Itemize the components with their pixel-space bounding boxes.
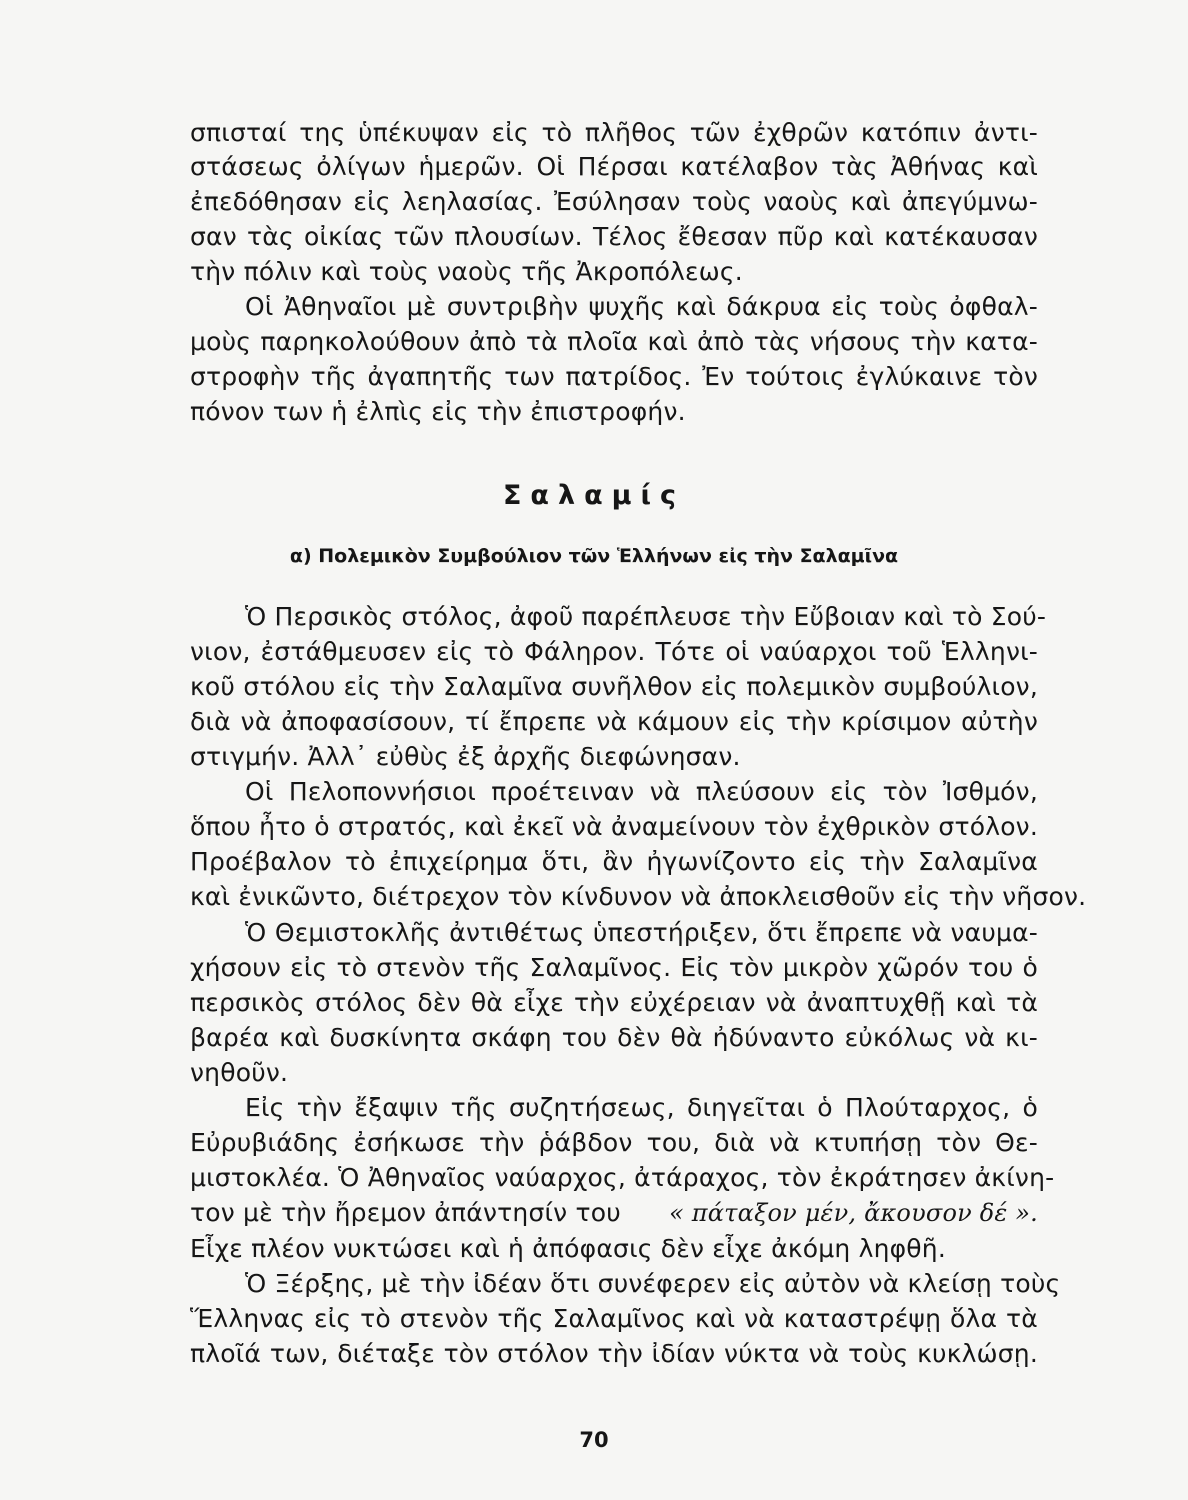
- text-line: Ὁ Ξέρξης, μὲ τὴν ἰδέαν ὅτι συνέφερεν εἰς αὐτὸν νὰ κλείσῃ τοὺς: [245, 1269, 1061, 1298]
- text-line: χήσουν εἰς τὸ στενὸν τῆς Σαλαμῖνος. Εἰς τὸν μικρὸν χῶρόν του ὁ: [190, 953, 1038, 982]
- text-line-with-quote: [190, 1196, 1038, 1230]
- text-line: Εἰς τὴν ἔξαψιν τῆς συζητήσεως, διηγεῖται ὁ Πλούταρχος, ὁ: [245, 1093, 1038, 1122]
- text-line: σαν τὰς οἰκίας τῶν πλουσίων. Τέλος ἔθεσαν πῦρ καὶ κατέκαυσαν: [190, 222, 1038, 251]
- text-line: διὰ νὰ ἀποφασίσουν, τί ἔπρεπε νὰ κάμουν εἰς τὴν κρίσιμον αὐτὴν: [190, 707, 1038, 736]
- text-line: Οἱ Ἀθηναῖοι μὲ συντριβὴν ψυχῆς καὶ δάκρυα εἰς τοὺς ὀφθαλ-: [245, 292, 1038, 321]
- text-line: νηθοῦν.: [190, 1058, 289, 1087]
- section-title: Σαλαμίς: [502, 480, 686, 511]
- text-line: περσικὸς στόλος δὲν θὰ εἶχε τὴν εὐχέρειαν νὰ ἀναπτυχθῇ καὶ τὰ: [190, 988, 1038, 1017]
- text-line: Εὐρυβιάδης ἐσήκωσε τὴν ῥάβδον του, διὰ νὰ κτυπήσῃ τὸν Θε-: [190, 1128, 1038, 1157]
- text-line: μοὺς παρηκολούθουν ἀπὸ τὰ πλοῖα καὶ ἀπὸ τὰς νήσους τὴν κατα-: [190, 327, 1038, 356]
- text-line: στροφὴν τῆς ἀγαπητῆς των πατρίδος. Ἐν τούτοις ἐγλύκαινε τὸν: [190, 362, 1038, 391]
- text-line: Ὁ Περσικὸς στόλος, ἀφοῦ παρέπλευσε τὴν Εὔβοιαν καὶ τὸ Σού-: [245, 602, 1047, 631]
- text-line: τὴν πόλιν καὶ τοὺς ναοὺς τῆς Ἀκροπόλεως.: [190, 257, 743, 286]
- text-line: ἐπεδόθησαν εἰς λεηλασίας. Ἐσύλησαν τοὺς ναοὺς καὶ ἀπεγύμνω-: [190, 187, 1038, 216]
- text-line: σπισταί της ὑπέκυψαν εἰς τὸ πλῆθος τῶν ἐχθρῶν κατόπιν ἀντι-: [190, 118, 1038, 147]
- text-line: μιστοκλέα. Ὁ Ἀθηναῖος ναύαρχος, ἀτάραχος, τὸν ἐκράτησεν ἀκίνη-: [190, 1163, 1055, 1192]
- text-line: κοῦ στόλου εἰς τὴν Σαλαμῖνα συνῆλθον εἰς πολεμικὸν συμβούλιον,: [190, 672, 1038, 701]
- text-line: πλοῖά των, διέταξε τὸν στόλον τὴν ἰδίαν νύκτα νὰ τοὺς κυκλώσῃ.: [190, 1339, 1038, 1368]
- quote: « πάταξον μέν, ἄκουσον δέ ».: [669, 1199, 1038, 1227]
- text-line: Εἶχε πλέον νυκτώσει καὶ ἡ ἀπόφασις δὲν εἶχε ἀκόμη ληφθῆ.: [190, 1234, 946, 1263]
- text-line: πόνον των ἡ ἐλπὶς εἰς τὴν ἐπιστροφήν.: [190, 397, 686, 426]
- text-line: στιγμήν. Ἀλλ᾽ εὐθὺς ἐξ ἀρχῆς διεφώνησαν.: [190, 742, 741, 771]
- text-line: Προέβαλον τὸ ἐπιχείρημα ὅτι, ἂν ἠγωνίζοντο εἰς τὴν Σαλαμῖνα: [190, 847, 1038, 876]
- text-line: νιον, ἐστάθμευσεν εἰς τὸ Φάληρον. Τότε οἱ ναύαρχοι τοῦ Ἑλληνι-: [190, 637, 1038, 666]
- text-line: βαρέα καὶ δυσκίνητα σκάφη του δὲν θὰ ἠδύναντο εὐκόλως νὰ κι-: [190, 1023, 1038, 1052]
- page-number: 70: [579, 1428, 609, 1452]
- text-line: ὅπου ἦτο ὁ στρατός, καὶ ἐκεῖ νὰ ἀναμείνουν τὸν ἐχθρικὸν στόλον.: [190, 812, 1038, 841]
- text-line: στάσεως ὀλίγων ἡμερῶν. Οἱ Πέρσαι κατέλαβον τὰς Ἀθήνας καὶ: [190, 152, 1038, 181]
- text-line: Ἕλληνας εἰς τὸ στενὸν τῆς Σαλαμῖνος καὶ νὰ καταστρέψῃ ὅλα τὰ: [190, 1304, 1038, 1333]
- text-line: Ὁ Θεμιστοκλῆς ἀντιθέτως ὑπεστήριξεν, ὅτι ἔπρεπε νὰ ναυμα-: [245, 918, 1038, 947]
- text-line: καὶ ἐνικῶντο, διέτρεχον τὸν κίνδυνον νὰ ἀποκλεισθοῦν εἰς τὴν νῆσον.: [190, 882, 1087, 911]
- text-line: Οἱ Πελοποννήσιοι προέτειναν νὰ πλεύσουν εἰς τὸν Ἰσθμόν,: [245, 777, 1038, 806]
- text-segment: τον μὲ τὴν ἤρεμον ἀπάντησίν του: [190, 1198, 621, 1227]
- subsection-title: α) Πολεμικὸν Συμβούλιον τῶν Ἑλλήνων εἰς τὴν Σαλαμῖνα: [289, 545, 899, 567]
